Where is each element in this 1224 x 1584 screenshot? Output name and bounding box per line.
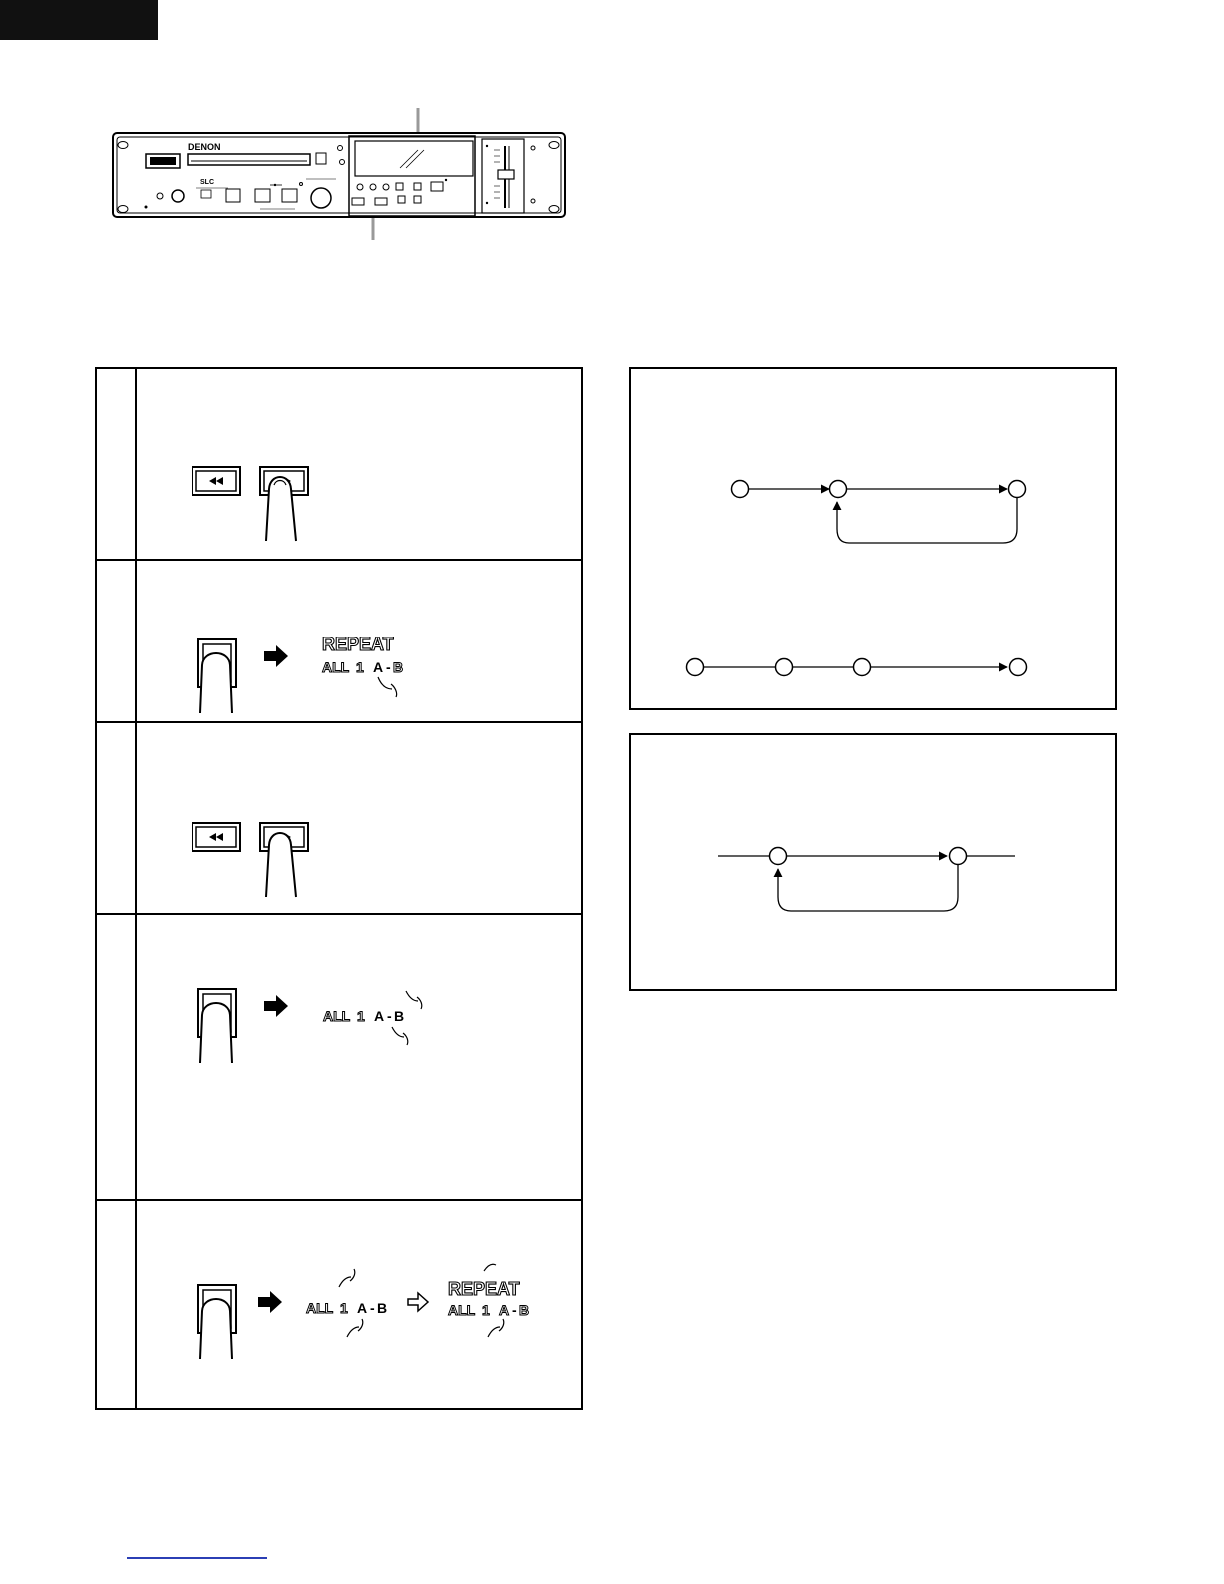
- display-a-solid: A: [357, 1300, 368, 1316]
- display-a-outline: A: [499, 1302, 510, 1318]
- procedure-steps: [95, 367, 583, 1410]
- blink-mark-icon: [347, 1319, 363, 1337]
- step-1: [97, 369, 581, 561]
- flow-node: [1010, 659, 1027, 676]
- display-dash: -: [387, 1008, 392, 1024]
- link-underline[interactable]: [127, 1557, 267, 1559]
- display-b-outline: B: [519, 1302, 530, 1318]
- blink-mark-icon: [339, 1269, 355, 1287]
- display-all-outline: ALL: [323, 1008, 351, 1024]
- flow-node: [770, 848, 787, 865]
- step-4: [97, 915, 581, 1201]
- display-dash: -: [512, 1302, 517, 1318]
- display-repeat-outline: REPEAT: [322, 637, 394, 654]
- step-2: [97, 561, 581, 723]
- display-b-solid: B: [394, 1008, 405, 1024]
- display-1-outline: 1: [356, 659, 364, 675]
- display-1-outline: 1: [357, 1008, 365, 1024]
- display-dash: -: [386, 659, 391, 675]
- display-1-outline: 1: [340, 1300, 348, 1316]
- right-arrow-icon: [264, 645, 288, 667]
- flow-node: [854, 659, 871, 676]
- rewind-button-icon: [192, 823, 240, 851]
- repeat-button-press: [198, 639, 236, 713]
- finger-press-icon: [266, 833, 296, 897]
- display-all-outline: ALL: [448, 1302, 476, 1318]
- repeat-button-press: [198, 1285, 236, 1359]
- display-dash: -: [370, 1300, 375, 1316]
- front-panel-illustration: [110, 108, 570, 244]
- right-arrow-icon: [264, 995, 288, 1017]
- right-arrow-icon: [258, 1291, 282, 1313]
- display-b-outline: B: [393, 659, 404, 675]
- display-a-solid: A: [374, 1008, 385, 1024]
- display-1-outline: 1: [482, 1302, 490, 1318]
- finger-press-icon: [266, 477, 296, 541]
- blink-mark-icon: [488, 1319, 504, 1337]
- blink-mark-icon: [392, 1027, 408, 1045]
- model-logo: SLC: [200, 179, 214, 186]
- step-5: [97, 1201, 581, 1410]
- playback-flow-diagram-2: [629, 733, 1117, 991]
- brand-logo: DENON: [188, 142, 221, 152]
- blink-mark-icon: [406, 991, 422, 1009]
- flow-node: [776, 659, 793, 676]
- step-3: [97, 723, 581, 915]
- flow-node: [950, 848, 967, 865]
- display-repeat-outline: REPEAT: [448, 1279, 520, 1299]
- playback-flow-diagram-1: [629, 367, 1117, 710]
- flow-node: [830, 481, 847, 498]
- blink-mark-icon: [484, 1264, 496, 1271]
- display-all-outline: ALL: [322, 659, 350, 675]
- flow-node: [732, 481, 749, 498]
- flow-node: [1009, 481, 1026, 498]
- blink-mark-icon: [378, 677, 397, 697]
- display-all-outline: ALL: [306, 1300, 334, 1316]
- flow-node: [687, 659, 704, 676]
- display-b-solid: B: [377, 1300, 388, 1316]
- display-a-solid: A: [373, 659, 384, 675]
- hollow-arrow-icon: [408, 1293, 428, 1311]
- rewind-button-icon: [192, 467, 240, 495]
- section-tab: [0, 0, 158, 40]
- repeat-button-press: [198, 989, 236, 1063]
